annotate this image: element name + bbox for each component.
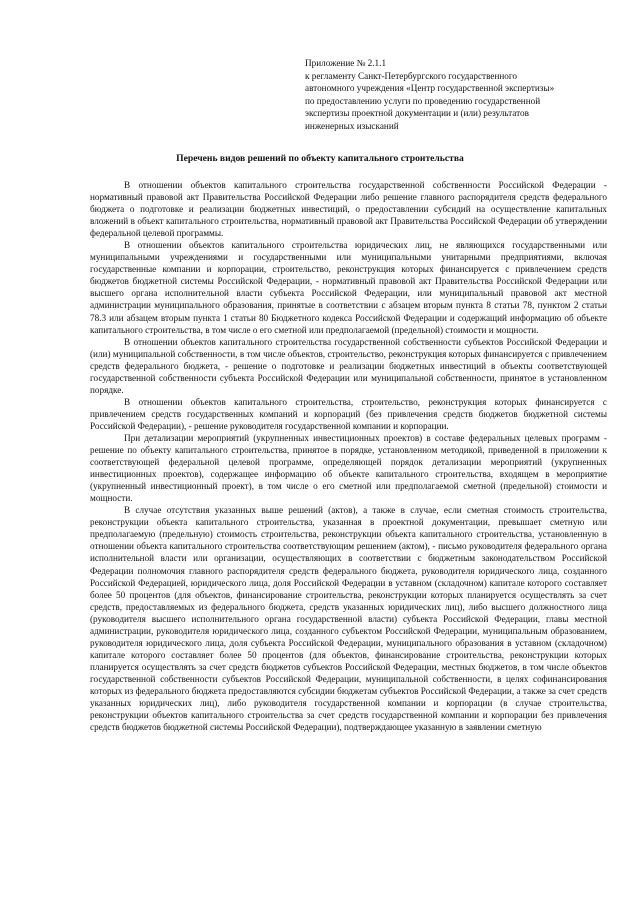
paragraph-absence-of-decisions: В случае отсутствия указанных выше решений (актов), а также в случае, если сметная стоимость строительства, реконструкции объекта капитального строительства, указанная в проектной документации, превышает сметную или предполагаемую (предельную) стоимость строительства, реконструкции объекта капитального строительства, установленную в отношении объекта капитального строительства соответствующим решением (актом), - письмо руководителя федерального органа исполнительной власти или организации, осуществляющих в соответствии с бюджетным законодательством Российской Федерации полномочия главного распорядителя средств федерального бюджета, руководителя юридического лица, созданного Российской Федерацией, юридического лица, доля Российской Федерации в уставном (складочном) капитале которого составляет более 50 процентов (для объектов, финансирование строительства, реконструкции которых планируется осуществлять за счет средств, предоставляемых из федерального бюджета, средств указанных юридических лиц), либо высшего должностного лица (руководителя высшего исполнительного органа государственной власти) субъекта Российской Федерации, главы местной администрации, руководителя юридического лица, созданного субъектом Российской Федерации, муниципальным образованием, руководителя юридического лица, доля субъекта Российской Федерации, муниципального образования в уставном (складочном) капитале которого составляет более 50 процентов (для объектов, финансирование строительства, реконструкции которых планируется осуществлять за счет средств бюджетов субъектов Российской Федерации, местных бюджетов, в том числе объектов государственной собственности субъектов Российской Федерации, муниципальной собственности, в целях софинансирования которых из федерального бюджета предоставляются субсидии бюджетам субъектов Российской Федерации, а также за счет средств указанных юридических лиц), либо руководителя государственной компании и корпорации (в случае строительства, реконструкции объектов капитального строительства за счет средств государственной компании и корпорации без привлечения средств бюджетов бюджетной системы Российской Федерации), подтверждающее указанную в заявлении сметную — [90, 505, 607, 733]
paragraph-legal-entities: В отношении объектов капитального строительства юридических лиц, не являющихся государственными или муниципальными учреждениями и государственными или муниципальными унитарными предприятиями, включая государственные компании и корпорации, строительство, реконструкция которых финансируется с привлечением средств бюджетов бюджетной системы Российской Федерации, - нормативный правовой акт Правительства Российской Федерации или высшего органа исполнительной власти субъекта Российской Федерации, или муниципальный правовой акт местной администрации муниципального образования, принятые в соответствии с абзацем вторым пункта 8 статьи 78, пунктом 2 статьи 78.3 или абзацем вторым пункта 1 статьи 80 Бюджетного кодекса Российской Федерации и содержащий информацию об объекте капитального строительства, в том числе о его сметной или предполагаемой (предельной) стоимости и мощности. — [90, 240, 607, 335]
paragraph-federal-property: В отношении объектов капитального строительства государственной собственности Российской Федерации - нормативный правовой акт Правительства Российской Федерации либо решение главного распорядителя средств федерального бюджета о подготовке и реализации бюджетных инвестиций, о предоставлении субсидий на осуществление капитальных вложений в объект капитального строительства, нормативный правовой акт Правительства Российской Федерации об утверждении федеральной целевой программы. — [90, 180, 607, 239]
appendix-line: по предоставлению услуги по проведению государственной — [305, 95, 541, 106]
paragraph-federal-target-programs: При детализации мероприятий (укрупненных инвестиционных проектов) в составе федеральных целевых программ - решение по объекту капитального строительства, принятое в порядке, установленном методикой, приведенной в приложении к соответствующей федеральной целевой программе, определяющей порядок детализации мероприятий (укрупненных инвестиционных проектов), содержащее информацию об объекте капитального строительства, входящем в мероприятие (укрупненный инвестиционный проект), в том числе о его сметной или предполагаемой сметной (предельной) стоимости и мощности. — [90, 432, 607, 504]
paragraph-state-companies: В отношении объектов капитального строительства, строительство, реконструкция которых финансируется с привлечением средств государственных компаний и корпораций (без привлечения средств бюджетов бюджетной системы Российской Федерации), - решение руководителя государственной компании и корпорации. — [90, 396, 607, 431]
appendix-header — [305, 57, 605, 133]
appendix-line: автономного учреждения «Центр государственной экспертизы» — [305, 83, 555, 94]
appendix-line: инженерных изысканий — [305, 120, 399, 131]
appendix-line: Приложение № 2.1.1 — [305, 58, 387, 68]
document-title: Перечень видов решений по объекту капитального строительства — [176, 153, 464, 164]
appendix-line: экспертизы проектной документации и (или) результатов — [305, 108, 529, 119]
appendix-line: к регламенту Санкт-Петербургского государственного — [305, 70, 517, 81]
document-body — [90, 179, 607, 733]
paragraph-regional-municipal-property: В отношении объектов капитального строительства государственной собственности субъектов Российской Федерации и (или) муниципальной собственности, в том числе объектов, строительство, реконструкция которых финансируется с привлечением средств федерального бюджета, - решение о подготовке и реализации бюджетных инвестиций в объекты соответствующей государственной собственности субъекта Российской Федерации или муниципальной собственности, принятое в установленном порядке. — [90, 336, 607, 395]
